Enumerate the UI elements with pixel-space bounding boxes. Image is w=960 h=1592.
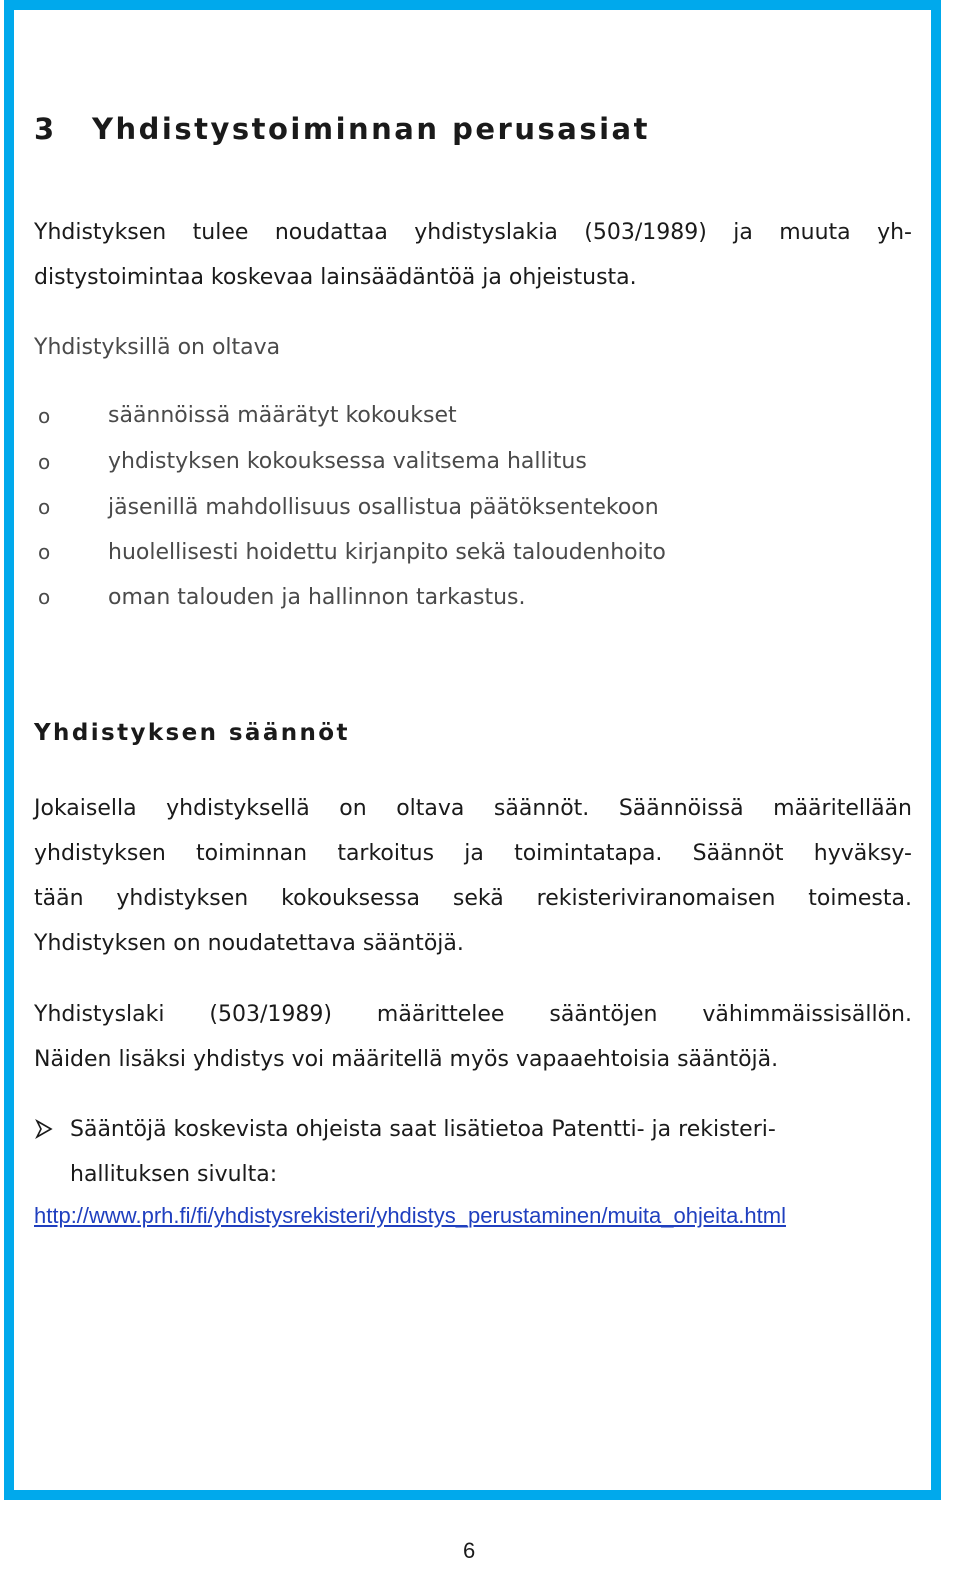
list-item: o oman talouden ja hallinnon tarkastus. <box>34 575 834 620</box>
bullet-circle-icon: o <box>38 540 51 564</box>
bullet-circle-icon: o <box>38 495 51 519</box>
list-item: o säännöissä määrätyt kokoukset <box>34 393 834 439</box>
tip-line-2: hallituksen sivulta: <box>70 1162 278 1187</box>
rules-heading: Yhdistyksen säännöt <box>34 720 350 746</box>
requirements-list <box>34 393 834 620</box>
list-item: o huolellisesti hoidettu kirjanpito sekä taloudenhoito <box>34 530 834 575</box>
section-heading <box>34 112 650 146</box>
prh-link[interactable]: http://www.prh.fi/fi/yhdistysrekisteri/yhdistys_perustaminen/muita_ohjeita.html <box>34 1203 786 1228</box>
arrow-bullet-icon <box>34 1119 54 1139</box>
list-item: o jäsenillä mahdollisuus osallistua päätöksentekoon <box>34 485 834 530</box>
rules-paragraph-1: Jokaisella yhdistyksellä on oltava säännöt. Säännöissä määritellään yhdistyksen toiminnan tarkoitus ja toimintatapa. Säännöt hyväksy- tään yhdistyksen kokouksessa sekä rekisteriviranomaisen toimesta. Yhdistyksen on noudatettava sääntöjä. <box>34 796 912 956</box>
bullet-circle-icon: o <box>38 404 51 428</box>
intro-line-1: Yhdistyksen tulee noudattaa yhdistyslakia (503/1989) ja muuta yh- <box>34 220 912 245</box>
tip-line-1: Sääntöjä koskevista ohjeista saat lisätietoa Patentti- ja rekisteri- <box>70 1117 776 1142</box>
page-number: 6 <box>463 1538 476 1563</box>
intro-paragraph <box>34 210 912 300</box>
section-number: 3 <box>34 112 57 146</box>
intro-line-2: distystoimintaa koskevaa lainsäädäntöä ja ohjeistusta. <box>34 265 637 290</box>
section-title: Yhdistystoiminnan perusasiat <box>92 112 650 146</box>
list-item: o yhdistyksen kokouksessa valitsema hallitus <box>34 439 834 485</box>
tip-paragraph <box>34 1107 914 1197</box>
bullet-circle-icon: o <box>38 585 51 609</box>
rules-paragraph-2: Yhdistyslaki (503/1989) määrittelee sääntöjen vähimmäissisällön. Näiden lisäksi yhdistys voi määritellä myös vapaaehtoisia sääntöjä. <box>34 1002 912 1072</box>
requirements-lead: Yhdistyksillä on oltava <box>34 335 281 360</box>
bullet-circle-icon: o <box>38 450 51 474</box>
